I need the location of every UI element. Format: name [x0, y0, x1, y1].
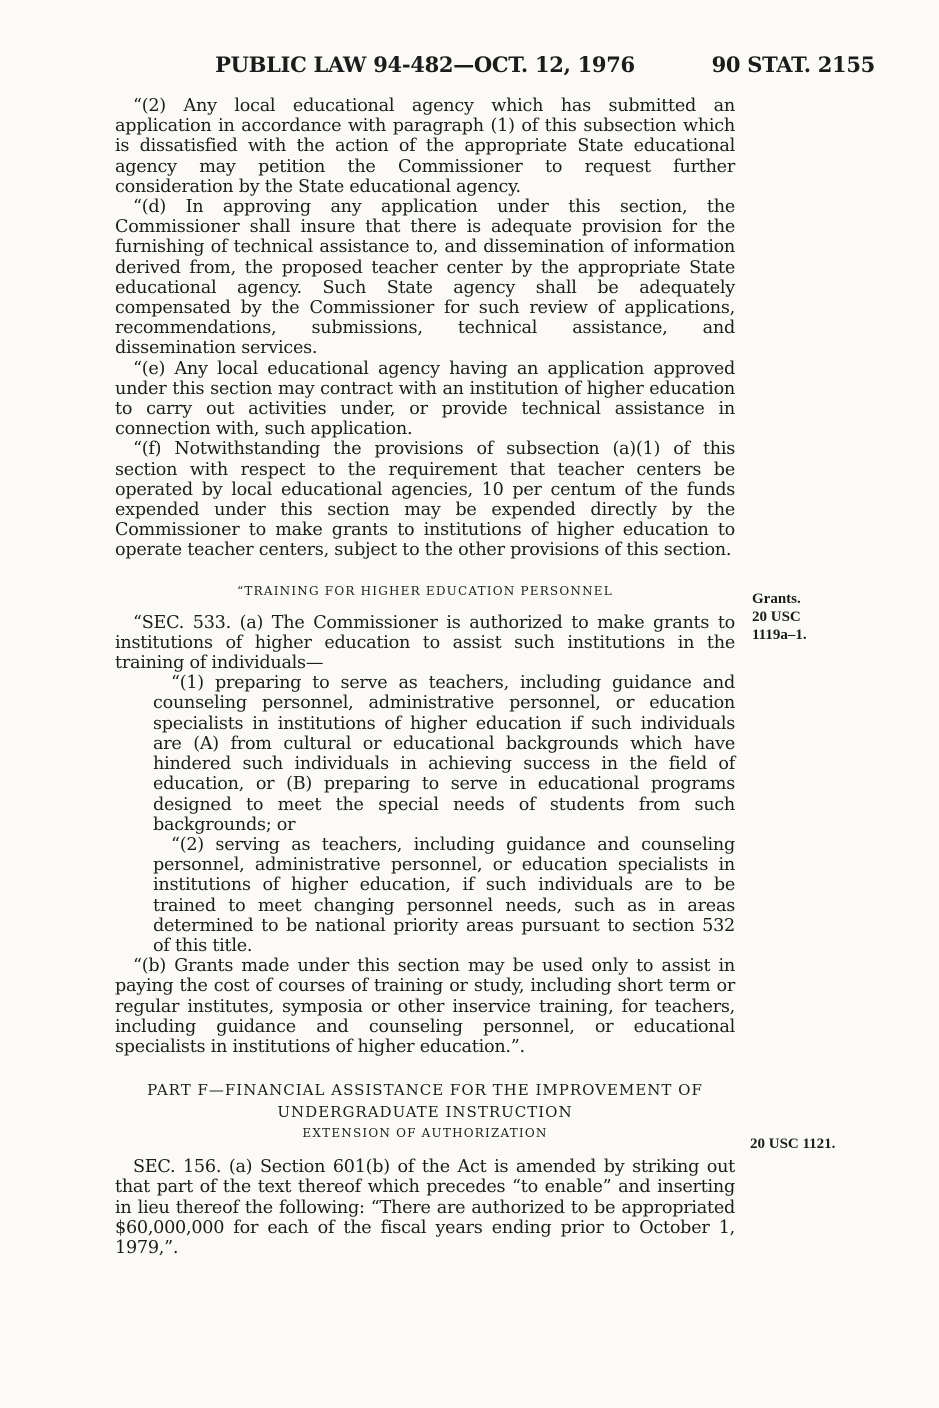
- page-header: [115, 52, 875, 82]
- part-f-title-line1: PART F—FINANCIAL ASSISTANCE FOR THE IMPROVEMENT OF: [147, 1081, 703, 1100]
- margin-note-grants-label: Grants.: [752, 591, 801, 607]
- section-heading-training: “TRAINING FOR HIGHER EDUCATION PERSONNEL: [237, 583, 613, 598]
- margin-note-grants-usc-section: 1119a–1.: [752, 627, 807, 643]
- paragraph-sec-156: SEC. 156. (a) Section 601(b) of the Act is amended by striking out that part of the text thereof which precedes “to enable” and inserting in lieu thereof the following: “There are authorized to be appropriated $60,000,000 for each of the fiscal years ending prior to October 1, 1979,”.: [115, 1157, 735, 1258]
- margin-note-grants-usc: 20 USC: [752, 609, 801, 625]
- paragraph-d: “(d) In approving any application under this section, the Commissioner shall insure that there is adequate provision for the furnishing of technical assistance to, and dissemination of information derived from, the proposed teacher center by the appropriate State educational agency. Such State agency shall be adequately compensated by the Commissioner for such review of applications, recommendations, submissions, technical assistance, and dissemination services.: [115, 197, 735, 359]
- margin-note-usc-1121: 20 USC 1121.: [750, 1136, 836, 1152]
- paragraph-c2: “(2) Any local educational agency which has submitted an application in accordance with paragraph (1) of this subsection which is dissatisfied with the action of the appropriate State educational agency may petition the Commissioner to request further consideration by the State educational agency.: [115, 96, 735, 197]
- paragraph-f: “(f) Notwithstanding the provisions of subsection (a)(1) of this section with respect to the requirement that teacher centers be operated by local educational agencies, 10 per centum of the funds expended under this section may be expended directly by the Commissioner to make grants to institutions of higher education to operate teacher centers, subject to the other provisions of this section.: [115, 439, 735, 561]
- paragraph-533-1: “(1) preparing to serve as teachers, including guidance and counseling personnel, administrative personnel, or education specialists in institutions of higher education if such individuals are (A) from cultural or educational backgrounds which have hindered such individuals in achieving success in the field of education, or (B) preparing to serve in educational programs designed to meet the special needs of students from such backgrounds; or: [153, 673, 735, 835]
- paragraph-sec-533: “SEC. 533. (a) The Commissioner is authorized to make grants to institutions of higher education to assist such institutions in the training of individuals—: [115, 612, 735, 674]
- margin-note-grants: [752, 590, 807, 644]
- paragraph-533-b: “(b) Grants made under this section may be used only to assist in paying the cost of courses of training or study, including short term or regular institutes, symposia or other inservice training, for teachers, including guidance and counseling personnel, or educational specialists in institutions of higher education.”.: [115, 956, 735, 1057]
- part-f-title-line2: UNDERGRADUATE INSTRUCTION: [277, 1103, 573, 1122]
- header-title: PUBLIC LAW 94-482—OCT. 12, 1976: [215, 52, 635, 77]
- paragraph-533-2: “(2) serving as teachers, including guidance and counseling personnel, administrative personnel, or education specialists in institutions of higher education, if such individuals are to be trained to meet changing personnel needs, such as in areas determined to be national priority areas pursuant to section 532 of this title.: [153, 834, 735, 956]
- section-heading-extension: EXTENSION OF AUTHORIZATION: [302, 1126, 548, 1141]
- header-stat-page: 90 STAT. 2155: [711, 52, 875, 77]
- paragraph-e: “(e) Any local educational agency having an application approved under this section may contract with an institution of higher education to carry out activities under, or provide technical assistance in connection with, such application.: [115, 358, 735, 440]
- document-body: [115, 96, 735, 1258]
